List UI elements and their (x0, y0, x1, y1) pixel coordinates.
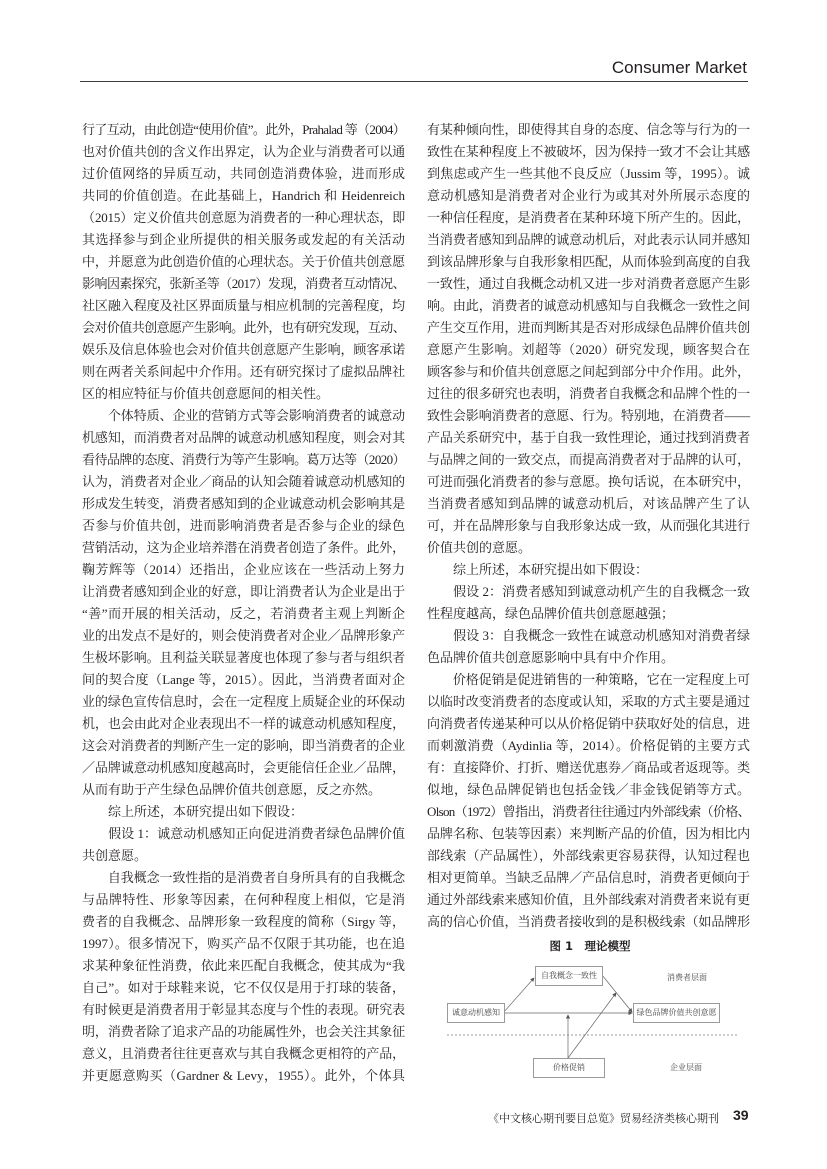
text-line: 与品牌特性、形象等因素，在何种程度上相似，它是消 (82, 892, 405, 907)
text-line: 假设 2：消费者感知到诚意动机产生的自我概念一致 (427, 584, 750, 599)
text-line: 区的相应特征与价值共创意愿间的相关性。 (82, 386, 330, 401)
text-line: 致性会影响消费者的意愿、行为。特别地，在消费者—— (427, 408, 750, 423)
text-line: 意动机感知是消费者对企业行为或其对外所展示态度的 (427, 188, 750, 203)
arrow-independent-to-mediator (503, 978, 534, 1013)
text-line: Olson（1972）曾指出，消费者往往通过内外部线索（价格、 (427, 804, 750, 819)
text-line: 否参与价值共创，进而影响消费者是否参与企业的绿色 (82, 518, 405, 533)
text-line: 产品关系研究中，基于自我一致性理论，通过找到消费者 (427, 430, 750, 445)
section-header: Consumer Market (611, 58, 747, 77)
text-line: 业的绿色宣传信息时，会在一定程度上质疑企业的环保动 (82, 694, 405, 709)
text-line: 过价值网络的异质互动，共同创造消费体验，进而形成 (82, 166, 405, 181)
left-column (82, 119, 405, 1087)
text-line: 综上所述，本研究提出如下假设： (82, 804, 304, 819)
node-mediator: 自我概念一致性 (535, 966, 603, 986)
text-line: 也对价值共创的含义作出界定，认为企业与消费者可以通 (82, 144, 405, 159)
node-moderator: 价格促销 (533, 1058, 605, 1078)
text-line: 明，消费者除了追求产品的功能属性外，也会关注其象征 (82, 1024, 405, 1039)
text-line: （2015）定义价值共创意愿为消费者的一种心理状态，即 (82, 210, 405, 225)
text-line: 行了互动，由此创造“使用价值”。此外，Prahalad 等（2004） (82, 122, 405, 137)
text-line: 品牌名称、包装等因素）来判断产品的价值，因为相比内 (427, 826, 750, 841)
text-line: 部线索（产品属性），外部线索更容易获得，认知过程也 (427, 848, 750, 863)
text-line: ／品牌诚意动机感知度越高时，会更能信任企业／品牌， (82, 760, 405, 775)
text-line: 1997）。很多情况下，购买产品不仅限于其功能，也在追 (82, 936, 405, 951)
arrow-moderator-to-mediated-path (568, 993, 616, 1058)
text-line: 到焦虑或产生一些其他不良反应（Jussim 等，1995）。诚 (427, 166, 750, 181)
text-line: 通过外部线索来感知价值，且外部线索对消费者来说有更 (427, 892, 750, 907)
text-line: 并更愿意购买（Gardner & Levy，1955）。此外，个体具 (82, 1068, 405, 1083)
text-line: 致性在某种程度上不被破坏，因为保持一致才不会让其感 (427, 144, 750, 159)
node-independent: 诚意动机感知 (447, 1003, 505, 1023)
header-rule (80, 81, 748, 82)
text-line: 机，也会由此对企业表现出不一样的诚意动机感知程度， (82, 716, 405, 731)
text-line: 性程度越高，绿色品牌价值共创意愿越强； (427, 606, 675, 621)
text-line: 共同的价值创造。在此基础上，Handrich 和 Heidenreich (82, 188, 405, 203)
text-line: 一致性，通过自我概念动机又进一步对消费者意愿产生影 (427, 276, 750, 291)
text-line: 与品牌之间的一致交点，而提高消费者对于品牌的认可， (427, 452, 750, 467)
text-line: “善”而开展的相关活动，反之，若消费者主观上判断企 (82, 606, 405, 621)
text-line: 而刺激消费（Aydinlia 等，2014）。价格促销的主要方式 (427, 738, 750, 753)
text-line: 形成发生转变，消费者感知到的企业诚意动机会影响其是 (82, 496, 405, 511)
text-line: 看待品牌的态度、消费行为等产生影响。葛万达等（2020） (82, 452, 405, 467)
footer-journal: 《中文核心期刊要目总览》贸易经济类核心期刊 (488, 1112, 719, 1125)
text-line: 费者的自我概念、品牌形象一致程度的简称（Sirgy 等， (82, 914, 405, 929)
text-line: 有时候更是消费者用于彰显其态度与个性的表现。研究表 (82, 1002, 405, 1017)
text-line: 有某种倾向性，即使得其自身的态度、信念等与行为的一 (427, 122, 750, 137)
text-line: 让消费者感知到企业的好意，即让消费者认为企业是出于 (82, 584, 405, 599)
text-line: 可，并在品牌形象与自我形象达成一致，从而强化其进行 (427, 518, 750, 533)
text-line: 生极坏影响。且利益关联显著度也体现了参与者与组织者 (82, 650, 405, 665)
text-line: 中，并愿意为此创造价值的心理状态。关于价值共创意愿 (82, 254, 405, 269)
figure-caption: 图 1 理论模型 (549, 939, 631, 953)
theoretical-model-figure (440, 960, 750, 1085)
text-line: 以临时改变消费者的态度或认知，采取的方式主要是通过 (427, 694, 750, 709)
text-line: 自己”。如对于球鞋来说，它不仅仅是用于打球的装备， (82, 980, 405, 995)
layer-label-enterprise: 企业层面 (670, 1063, 702, 1072)
text-line: 可进而强化消费者的参与意愿。换句话说，在本研究中， (427, 474, 750, 489)
text-line: 一种信任程度，是消费者在某种环境下所产生的。因此， (427, 210, 750, 225)
text-line: 从而有助于产生绿色品牌价值共创意愿，反之亦然。 (82, 782, 382, 797)
text-line: 业的出发点不是好的，则会使消费者对企业／品牌形象产 (82, 628, 405, 643)
text-line: 有：直接降价、打折、赠送优惠券／商品或者返现等。类 (427, 760, 750, 775)
text-line: 间的契合度（Lange 等，2015）。因此，当消费者面对企 (82, 672, 405, 687)
text-line: 价格促销是促进销售的一种策略，它在一定程度上可 (427, 672, 750, 687)
text-line: 高的信心价值，当消费者接收到的是积极线索（如品牌形 (427, 914, 750, 929)
text-line: 过往的很多研究也表明，消费者自我概念和品牌个性的一 (427, 386, 750, 401)
text-line: 到该品牌形象与自我形象相匹配，从而体验到高度的自我 (427, 254, 750, 269)
text-line: 意义，且消费者往往更喜欢与其自我概念更相符的产品， (82, 1046, 405, 1061)
text-line: 求某种象征性消费，依此来匹配自我概念，使其成为“我 (82, 958, 405, 973)
text-line: 机感知，而消费者对品牌的诚意动机感知程度，则会对其 (82, 430, 405, 445)
text-line: 意愿产生影响。刘超等（2020）研究发现，顾客契合在 (427, 342, 750, 357)
text-line: 产生交互作用，进而判断其是否对形成绿色品牌价值共创 (427, 320, 750, 335)
text-line: 其选择参与到企业所提供的相关服务或发起的有关活动 (82, 232, 405, 247)
text-line: 价值共创的意愿。 (427, 540, 532, 555)
text-line: 色品牌价值共创意愿影响中具有中介作用。 (427, 650, 675, 665)
text-line: 则在两者关系间起中介作用。还有研究探讨了虚拟品牌社 (82, 364, 405, 379)
text-line: 营销活动，这为企业培养潜在消费者创造了条件。此外， (82, 540, 405, 555)
text-line: 当消费者感知到品牌的诚意动机后，对此表示认同并感知 (427, 232, 750, 247)
text-line: 这会对消费者的判断产生一定的影响，即当消费者的企业 (82, 738, 405, 753)
page-number: 39 (733, 1107, 749, 1123)
text-line: 娱乐及信息体验也会对价值共创意愿产生影响，顾客承诺 (82, 342, 405, 357)
text-line: 社区融入程度及社区界面质量与相应机制的完善程度，均 (82, 298, 405, 313)
text-line: 当消费者感知到品牌的诚意动机后，对该品牌产生了认 (427, 496, 750, 511)
text-line: 个体特质、企业的营销方式等会影响消费者的诚意动 (82, 408, 405, 423)
text-line: 共创意愿。 (82, 848, 148, 863)
text-line: 假设 1：诚意动机感知正向促进消费者绿色品牌价值 (82, 826, 405, 841)
text-line: 影响因素探究，张新圣等（2017）发现，消费者互动情况、 (82, 276, 405, 291)
right-column (427, 119, 750, 933)
text-line: 相对更简单。当缺乏品牌／产品信息时，消费者更倾向于 (427, 870, 750, 885)
text-line: 认为，消费者对企业／商品的认知会随着诚意动机感知的 (82, 474, 405, 489)
text-line: 似地，绿色品牌促销也包括金钱／非金钱促销等方式。 (427, 782, 750, 797)
text-line: 会对价值共创意愿产生影响。此外，也有研究发现，互动、 (82, 320, 405, 335)
text-line: 向消费者传递某种可以从价格促销中获取好处的信息，进 (427, 716, 750, 731)
text-line: 综上所述，本研究提出如下假设： (427, 562, 649, 577)
node-dependent: 绿色品牌价值共创意愿 (633, 1003, 720, 1023)
text-line: 假设 3：自我概念一致性在诚意动机感知对消费者绿 (427, 628, 750, 643)
text-line: 鞠芳辉等（2014）还指出，企业应该在一些活动上努力 (82, 562, 405, 577)
layer-label-consumer: 消费者层面 (667, 973, 707, 982)
text-line: 响。由此，消费者的诚意动机感知与自我概念一致性之间 (427, 298, 750, 313)
text-line: 顾客参与和价值共创意愿之间起到部分中介作用。此外， (427, 364, 750, 379)
text-line: 自我概念一致性指的是消费者自身所具有的自我概念 (82, 870, 405, 885)
